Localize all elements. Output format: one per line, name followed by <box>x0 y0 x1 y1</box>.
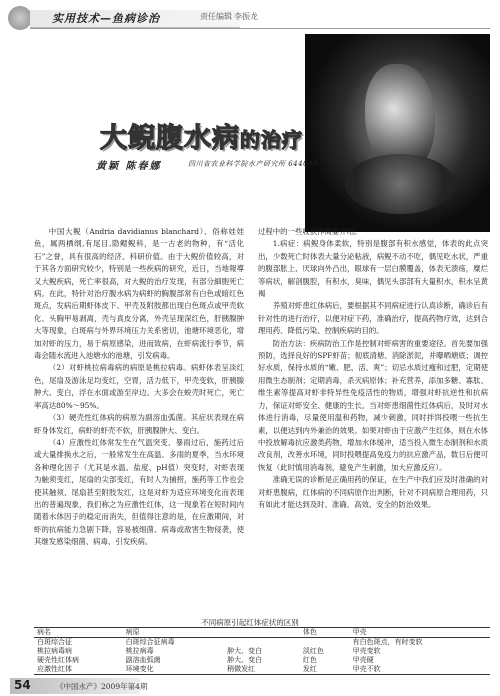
table-header-row <box>34 628 490 638</box>
table-cell: 甲壳硬 <box>352 656 374 664</box>
title-main: 大鲵腹水病 <box>100 123 240 154</box>
table-header-cell <box>224 628 300 638</box>
article-affiliation: 四川省农业科学院水产研究所 644000 <box>188 160 318 168</box>
table-header-cell: 甲壳 <box>352 628 367 636</box>
table-cell: 淡红色 <box>302 647 324 655</box>
table-cell: 发红 <box>302 665 317 673</box>
left-paragraph: 中国大鲵（Andria davidianus blanchard）、俗称娃娃鱼，属两栖纲,有尾目,隐鳃鲵科，是一古老的物种，有“活化石”之誉，具有很高的经济、科研价值。由于大鲵价值较高，对于其各方面研究较少，特别是一些疾病的研究，近日，当地報導又大鲵疾病，死亡率很高，对大鲵的治疗发现，有部分細胞死亡病。在此，特针对治疗腹水病为病虾的胸腹部常有白色或暗红色斑点，发病后期虾体皮下、甲壳及附肢都出现白色斑点或甲壳软化、头胸甲易剥离，壳与真皮分离，外壳呈现深红色，肝胰腺肿大等现象，白斑病与外界环境压力关系密切，池塘环境恶化，增加对虾的压力，易于病原感染，进而致病，在虾病流行季节，病毒会随水流进入池塘水的池塘，引发病毒。 <box>34 227 244 361</box>
left-paragraph: （3）硬壳性红体病的病原为副溶血弧菌。其症状表现在病虾身体发红，病虾的虾壳不软，肝胰腺肿大、变白。 <box>34 413 244 435</box>
right-paragraph: 过程中的一些收获作简要介绍。 <box>258 227 362 236</box>
table-cell: 应激性红体 <box>37 665 72 673</box>
table-cell: 白斑综合征 <box>37 638 72 646</box>
table-cell: 副溶血弧菌 <box>125 656 161 664</box>
table-row <box>34 638 490 648</box>
page-footer <box>0 674 500 696</box>
left-paragraph: （2）对虾桃拉病毒病的病原是桃拉病毒。病虾体表呈淡红色，尾扇及游泳足均变红，空胃，活力低下，甲壳变软，肝胰腺肿大、变白，浮在水面或游至岸边。大多会在蜕壳时死亡，死亡率高达80%～95%。 <box>34 363 244 410</box>
table-cell: 肿大、变白 <box>227 647 263 655</box>
right-paragraph: 养殖对虾患红体病后，要根据其不同病症进行认真诊断，确诊后有针对性的进行治疗，以便对症下药，准确治疗，提高药物疗效，达到合理用药、降低污染、控制疾病的目的。 <box>258 301 488 336</box>
header-rule <box>30 28 490 29</box>
left-paragraph: （4）应激性红体常发生在气温突变、暴雨过后，施药过后或大量排换水之后，一般常发生在高温、多雨的夏季，当水环境各种理化因子（尤其是水温、盐度、pH值）突变时，对虾表现为触须变红，尾扇的尖部变红，有时人为捕捞，施药等工作也会使其触须、尾扇甚至附肢发红，这是对虾为适应环境变化而表现出的普遍现象，我们称之为应激性红体，这一现象若在短时间内随着水体因子的稳定而消失，但值得注意的是，在应激期间，对虾的抗病能力急剧下降，容易被细菌、病毒或敌害生物侵袭，使其继发感染细菌、病毒、引发疾病。 <box>34 437 244 547</box>
table-cell: 桃拉病毒病 <box>37 647 72 655</box>
table-cell: 环境变化 <box>125 665 154 673</box>
table-cell <box>300 638 350 648</box>
table-header-cell: 病名 <box>37 628 51 636</box>
table-row <box>34 647 490 656</box>
right-column <box>258 226 488 511</box>
table-cell: 硬壳性红体病 <box>37 656 79 664</box>
table-caption: 不同病原引起红体症状的区别 <box>201 618 299 627</box>
table-cell <box>224 638 300 648</box>
journal-issue: 《中国水产》2009年第4期 <box>56 682 148 691</box>
column-title: 实用技术—鱼病诊治 <box>52 12 160 25</box>
right-paragraph: 准确无误的诊断是正确用药的保证，在生产中我们应及时准确的对对虾患腹病，红体病的不同病原作出判断，针对不同病原合理用药，只有如此才能达到及时、准确、高效、安全的防治效果。 <box>258 475 488 509</box>
editor-name: 李振龙 <box>234 12 258 21</box>
article-photo <box>305 34 490 232</box>
left-column <box>34 226 244 549</box>
table-cell: 甲壳不软 <box>352 665 381 673</box>
photo-shadow <box>345 154 455 214</box>
table-cell: 桃拉病毒 <box>125 647 154 655</box>
article-title <box>100 116 303 155</box>
table-cell: 甲壳变软 <box>352 647 381 655</box>
title-tail: 的治疗 <box>240 128 303 152</box>
header-decoration <box>8 6 32 30</box>
right-paragraph: 1.病症：病鲵身体柔软，特别是腹部有积水感觉，体表的此点突出，少数死亡时体表大量分泌粘液，病鲵不动不吃，偶见吃水状，严重的腹部胀上、厌球向外凸出，眼球有一层白膜覆盖，体表无溃疡，糜烂等病状，解剖腹腔，有积水，臭味，偶见头部部有大量积水，积水呈黄褐 <box>258 239 488 299</box>
table-row <box>34 656 490 665</box>
table-header-cell: 体色 <box>302 628 317 636</box>
page-number: 54 <box>14 678 31 692</box>
editor-label: 责任编辑 <box>200 12 232 21</box>
table-cell: 有白色斑点，有时变软 <box>352 638 423 646</box>
table-cell: 肿大、变白 <box>227 656 263 664</box>
article-authors: 黄颖 陈春娜 <box>96 161 162 172</box>
symptom-table <box>34 627 490 675</box>
table-cell: 白斑综合征病毒 <box>125 638 175 646</box>
right-paragraph: 防治方法：疾病防治工作是控制对虾病害的重要途径。首先要加强预防，选择良好的SPF虾苗；彻底清塘、消除淤泥，并曝晒塘底；调控好水质，保持水质的“嫩、肥、活、爽”；切忌水质过瘦和过肥，定期使用微生态制剂；定期消毒，杀灭病原体；补充营养，添加多糖、寡肽、维生素等提高对虾非特异性免疫活性的物质，增强对虾抗逆性和抗病力，保证对虾安全、健康的生长。当对虾患细菌性红体病后，及时对水体进行消毒，尽量使用温和药物，减少刺激，同时拌饵投喂一些抗生素，以便达到内外兼治的效果。如果对虾由于应激产生红体，则在水体中投放解毒抗应激类药物，增加水体缓冲，适当投入微生态制剂和水质改良剂，改善水环境，同时投喂提高免疫力的抗应激产品，数日后便可恢复（此时慎用消毒剂，避免产生刺激，加大应激反应）。 <box>258 338 488 472</box>
table-cell: 稍微发红 <box>227 665 256 673</box>
table-header-cell: 病原 <box>125 628 140 636</box>
table-cell: 红色 <box>302 656 317 664</box>
page-header <box>0 0 500 34</box>
